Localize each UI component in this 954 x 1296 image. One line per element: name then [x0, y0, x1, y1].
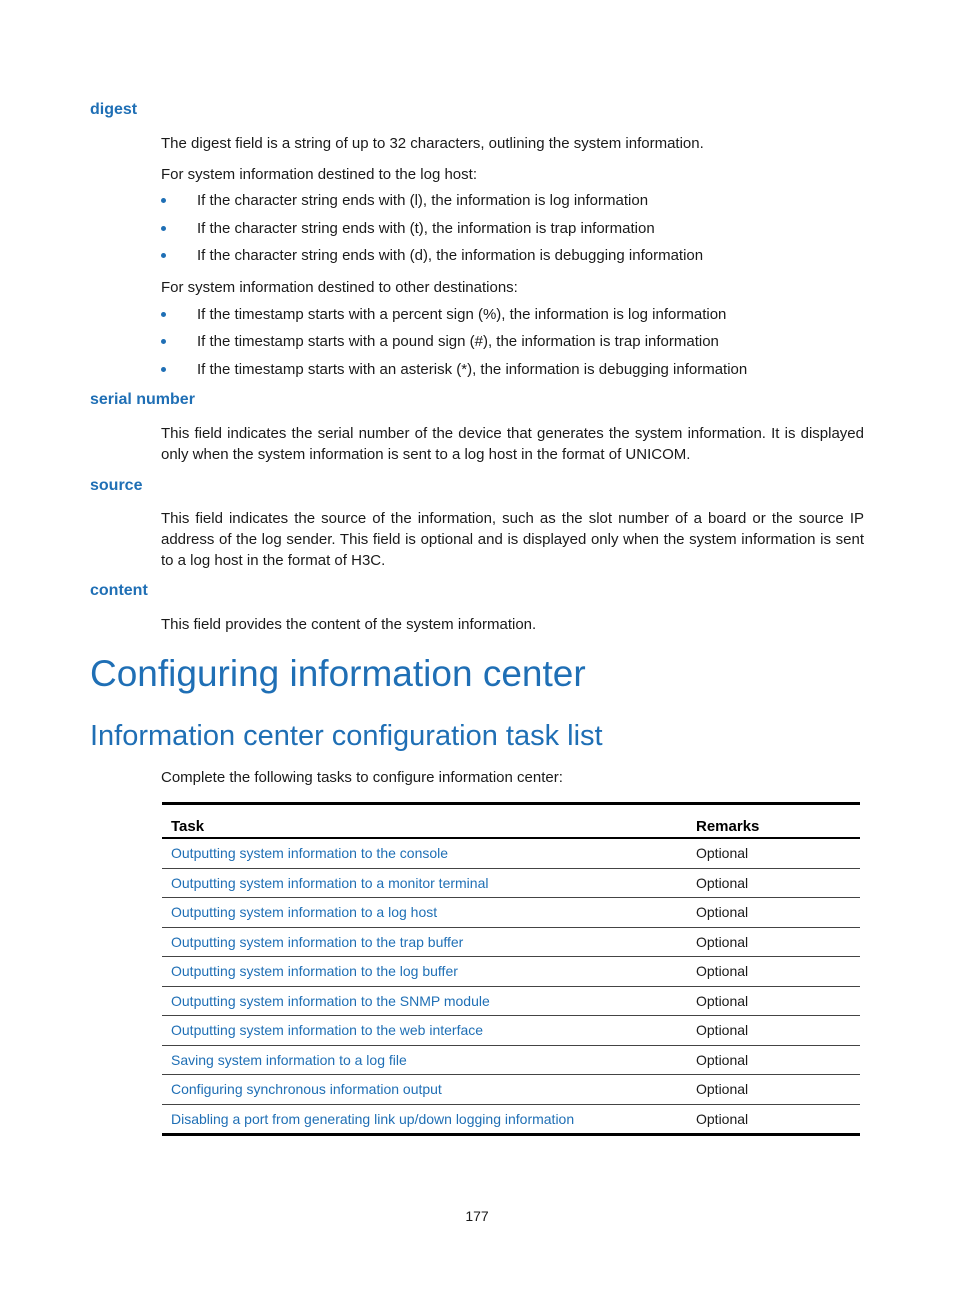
table-row	[162, 1104, 860, 1135]
section-title: Information center configuration task list	[90, 720, 603, 752]
table-row	[162, 957, 860, 987]
task-link[interactable]: Outputting system information to the SNMP module	[162, 986, 687, 1016]
content-para: This field provides the content of the system information.	[161, 616, 537, 633]
table-row	[162, 1016, 860, 1046]
task-link[interactable]: Outputting system information to a monitor terminal	[162, 868, 687, 898]
heading-source: source	[90, 477, 143, 494]
table-row	[162, 868, 860, 898]
task-link[interactable]: Outputting system information to the web interface	[162, 1016, 687, 1046]
remarks-cell: Optional	[696, 1110, 749, 1127]
digest-para-3: For system information destined to other destinations:	[161, 279, 518, 296]
task-link[interactable]: Configuring synchronous information output	[162, 1075, 687, 1105]
task-link[interactable]: Disabling a port from generating link up/down logging information	[171, 1110, 575, 1127]
task-link[interactable]: Outputting system information to the console	[162, 838, 687, 868]
bullet-icon	[161, 339, 166, 344]
remarks-cell: Optional	[687, 1075, 860, 1105]
bullet-icon	[161, 367, 166, 372]
remarks-cell: Optional	[687, 838, 860, 868]
task-link[interactable]: Outputting system information to a log host	[162, 898, 687, 928]
heading-serial-number: serial number	[90, 391, 195, 408]
table-row	[162, 986, 860, 1016]
table-header-row	[162, 804, 860, 839]
task-link[interactable]: Outputting system information to the trap buffer	[162, 927, 687, 957]
task-link[interactable]: Outputting system information to the log buffer	[162, 957, 687, 987]
remarks-cell: Optional	[687, 1045, 860, 1075]
task-link[interactable]: Saving system information to a log file	[162, 1045, 687, 1075]
bullet-icon	[161, 253, 166, 258]
source-para: This field indicates the source of the information, such as the slot number of a board or the source IP address of the log sender. This field is optional and is displayed only when the system information is sent to a log host in the format of H3C.	[161, 510, 864, 569]
serial-number-para: This field indicates the serial number of the device that generates the system information. It is displayed only when the system information is sent to a log host in the format of UNICOM.	[161, 425, 864, 463]
remarks-cell: Optional	[687, 898, 860, 928]
bullet-icon	[161, 226, 166, 231]
page-number: 177	[465, 1208, 489, 1224]
table-row	[162, 1075, 860, 1105]
remarks-cell: Optional	[687, 1016, 860, 1046]
remarks-cell: Optional	[687, 986, 860, 1016]
table-row	[162, 898, 860, 928]
bullet-icon	[161, 312, 166, 317]
remarks-cell: Optional	[687, 927, 860, 957]
remarks-cell: Optional	[687, 957, 860, 987]
heading-content: content	[90, 582, 148, 599]
table-row	[162, 838, 860, 868]
task-table	[162, 802, 860, 1136]
remarks-cell: Optional	[687, 868, 860, 898]
column-header-task: Task	[162, 804, 687, 839]
table-row	[162, 1045, 860, 1075]
intro-text: Complete the following tasks to configure information center:	[161, 769, 563, 786]
table-row	[162, 927, 860, 957]
heading-digest: digest	[90, 101, 138, 118]
column-header-remarks: Remarks	[687, 804, 860, 839]
digest-para-2: For system information destined to the log host:	[161, 166, 477, 183]
chapter-title: Configuring information center	[90, 653, 586, 694]
digest-para-1: The digest field is a string of up to 32 characters, outlining the system information.	[161, 135, 704, 152]
bullet-icon	[161, 198, 166, 203]
